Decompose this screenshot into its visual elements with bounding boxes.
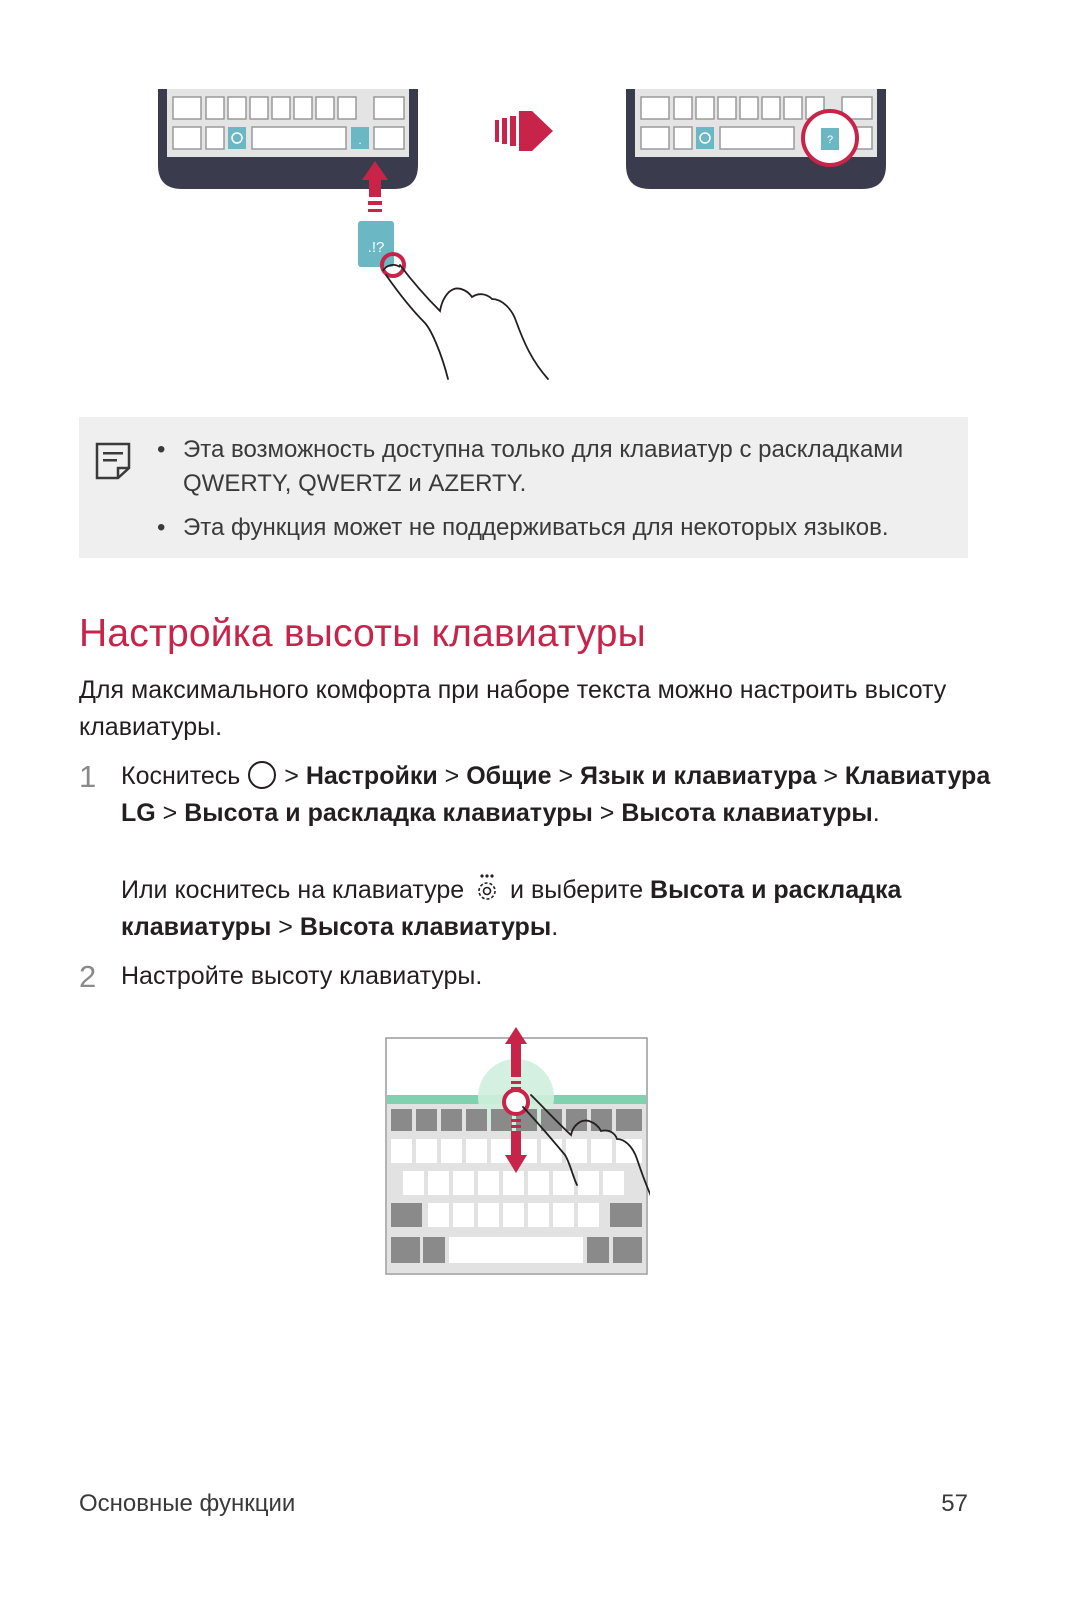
svg-text:.: .: [358, 133, 362, 147]
note-box: [79, 417, 968, 558]
keyboard-height-illustration: [385, 1025, 650, 1277]
note-icon: [94, 441, 132, 481]
bullet: •: [157, 514, 166, 541]
arrow-right-icon: [495, 111, 553, 151]
path-keyboard-height: Высота клавиатуры: [621, 799, 873, 827]
section-title: Настройка высоты клавиатуры: [79, 612, 646, 655]
note-text: Эта возможность доступна только для клавиатур с раскладками QWERTY, QWERTZ и AZERTY.: [183, 436, 904, 497]
path-settings: Настройки: [305, 762, 438, 790]
period: .: [872, 799, 880, 827]
path-language-keyboard: Язык и клавиатура: [580, 762, 817, 790]
period: .: [551, 913, 559, 941]
gear-icon: [471, 872, 503, 904]
step-text-part: и выберите: [510, 876, 644, 904]
step-number: 2: [79, 959, 97, 994]
separator: >: [284, 762, 299, 790]
step-text-part: Коснитесь: [121, 762, 241, 790]
path-height-layout: Высота и раскладка клавиатуры: [121, 876, 902, 941]
step-2-text: Настройте высоту клавиатуры.: [121, 962, 483, 990]
bullet: •: [157, 436, 166, 463]
step-number: 1: [79, 759, 97, 794]
phone-before: [158, 89, 548, 379]
note-list: [157, 433, 947, 555]
home-circle-icon: [247, 760, 277, 790]
path-lg-keyboard: Клавиатура LG: [121, 762, 991, 827]
step-1-text: [121, 758, 1001, 832]
keyboard-shortcut-illustration: [150, 85, 900, 390]
step-1-alt-text: [121, 872, 1001, 946]
note-item: [157, 511, 947, 545]
page-number: 57: [941, 1490, 968, 1517]
separator: >: [444, 762, 460, 790]
note-item: [157, 433, 947, 501]
separator: >: [823, 762, 838, 790]
separator: >: [162, 799, 178, 827]
separator: >: [599, 799, 615, 827]
path-general: Общие: [466, 762, 552, 790]
section-intro: Для максимального комфорта при наборе текста можно настроить высоту клавиатуры.: [79, 676, 947, 741]
footer-section: Основные функции: [79, 1490, 296, 1517]
phone-after: [626, 89, 886, 189]
step-text-part: Или коснитесь на клавиатуре: [121, 876, 465, 904]
floating-key-label: .!?: [367, 239, 385, 256]
path-keyboard-height: Высота клавиатуры: [299, 913, 552, 941]
note-text: Эта функция может не поддерживаться для некоторых языков.: [183, 514, 889, 541]
result-key-label: ?: [826, 134, 834, 146]
separator: >: [278, 913, 293, 941]
separator: >: [558, 762, 574, 790]
path-height-layout: Высота и раскладка клавиатуры: [184, 799, 593, 827]
